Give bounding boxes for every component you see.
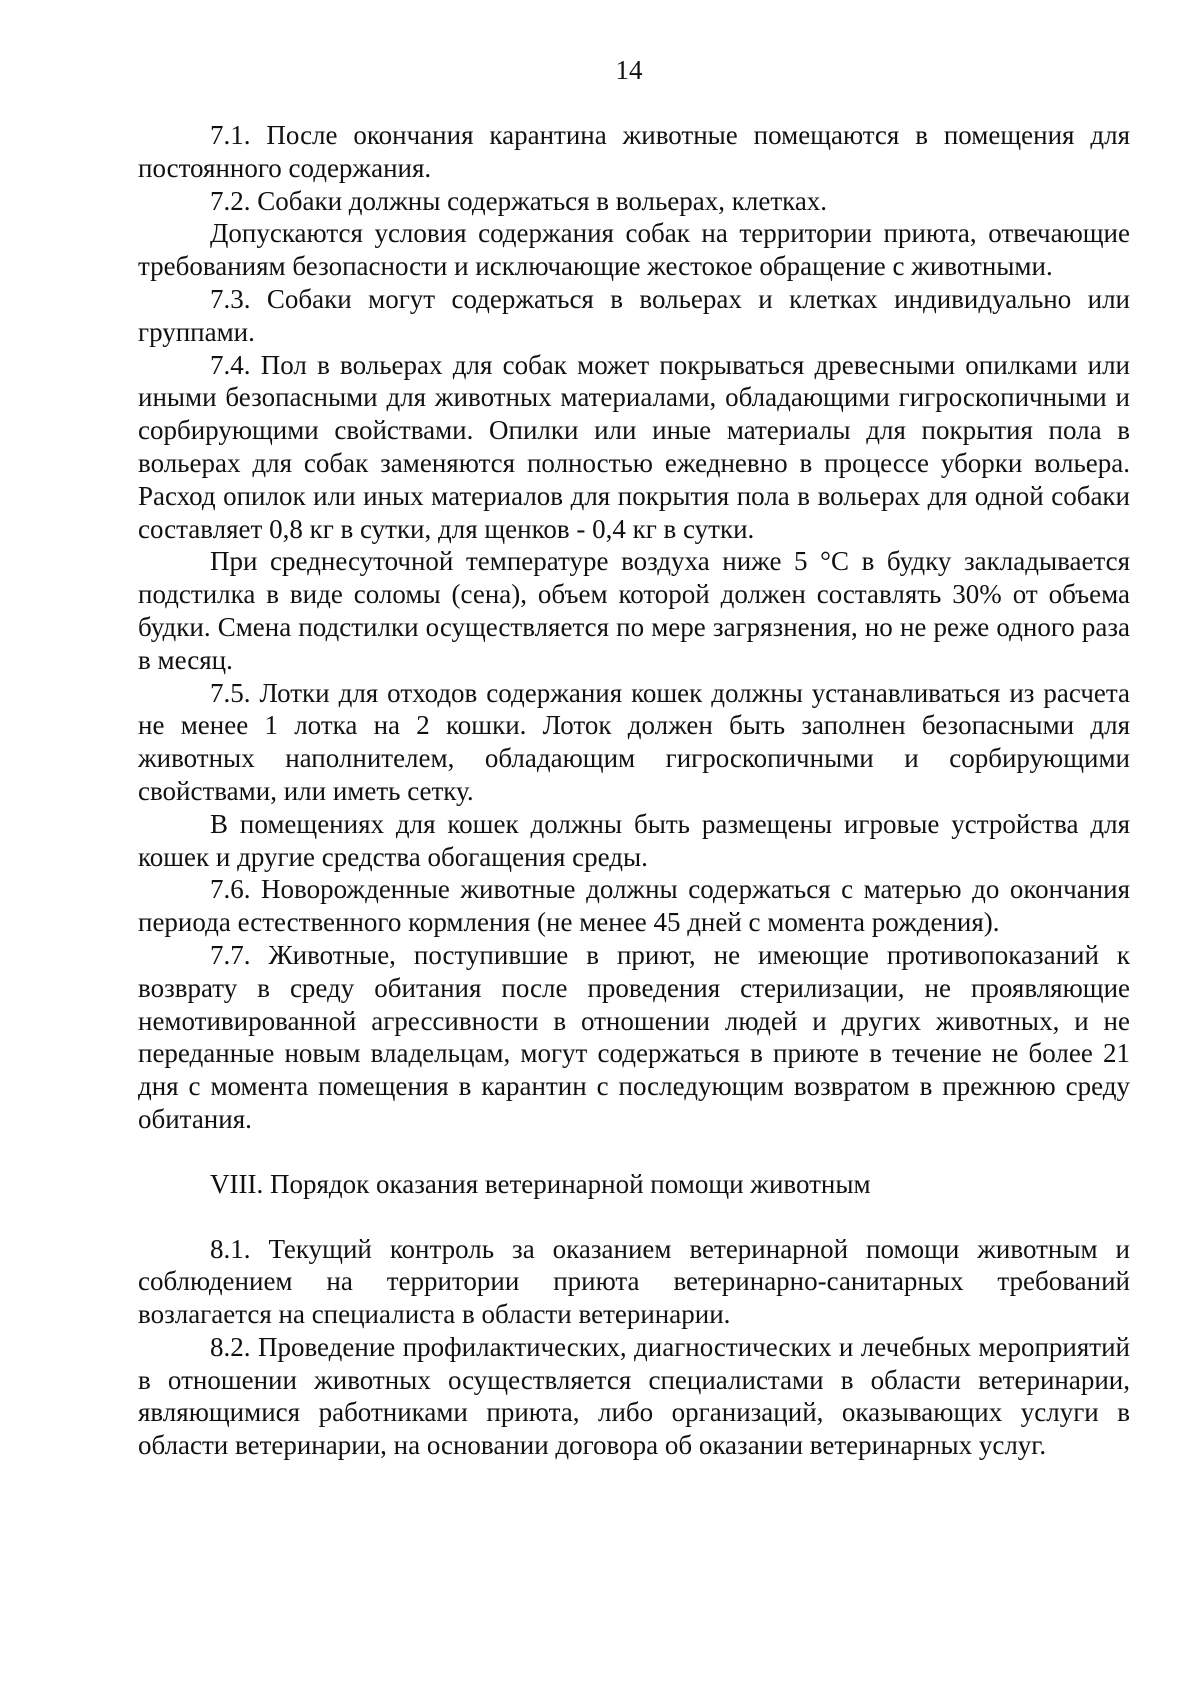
paragraph-7-5-continued: В помещениях для кошек должны быть размещены игровые устройства для кошек и другие средства обогащения среды. xyxy=(138,808,1130,872)
paragraph-7-4: 7.4. Пол в вольерах для собак может покрываться древесными опилками или иными безопасными для животных материалами, обладающими гигроскопичными и сорбирующими свойствами. Опилки или иные материалы для покрытия пола в вольерах для собак заменяются полностью ежедневно в процессе уборки вольера. Расход опилок или иных материалов для покрытия пола в вольерах для одной собаки составляет 0,8 кг в сутки, для щенков - 0,4 кг в сутки. xyxy=(138,349,1130,544)
paragraph-8-2: 8.2. Проведение профилактических, диагностических и лечебных мероприятий в отношении животных осуществляется специалистами в области ветеринарии, являющимися работниками приюта, либо организаций, оказывающих услуги в области ветеринарии, на основании договора об оказании ветеринарных услуг. xyxy=(138,1331,1130,1461)
section-8-heading: VIII. Порядок оказания ветеринарной помощи животным xyxy=(210,1168,871,1199)
paragraph-7-7: 7.7. Животные, поступившие в приют, не имеющие противопоказаний к возврату в среду обитания после проведения стерилизации, не проявляющие немотивированной агрессивности в отношении людей и других животных, и не переданные новым владельцам, могут содержаться в приюте в течение не более 21 дня с момента помещения в карантин с последующим возвратом в прежнюю среду обитания. xyxy=(138,939,1130,1134)
paragraph-7-5: 7.5. Лотки для отходов содержания кошек должны устанавливаться из расчета не менее 1 лотка на 2 кошки. Лоток должен быть заполнен безопасными для животных наполнителем, обладающим гигроскопичными и сорбирующими свойствами, или иметь сетку. xyxy=(138,677,1130,806)
paragraph-7-2-continued: Допускаются условия содержания собак на территории приюта, отвечающие требованиям безопасности и исключающие жестокое обращение с животными. xyxy=(138,218,1130,282)
document-body xyxy=(138,119,1130,1462)
paragraph-7-4-continued: При среднесуточной температуре воздуха ниже 5 °С в будку закладывается подстилка в виде соломы (сена), объем которой должен составлять 30% от объема будки. Смена подстилки осуществляется по мере загрязнения, но не реже одного раза в месяц. xyxy=(138,546,1130,675)
paragraph-7-6: 7.6. Новорожденные животные должны содержаться с матерью до окончания периода естественного кормления (не менее 45 дней с момента рождения). xyxy=(138,874,1130,938)
page-number: 14 xyxy=(615,55,643,85)
paragraph-7-2: 7.2. Собаки должны содержаться в вольерах, клетках. xyxy=(210,185,828,216)
paragraph-8-1: 8.1. Текущий контроль за оказанием ветеринарной помощи животным и соблюдением на территории приюта ветеринарно-санитарных требований возлагается на специалиста в области ветеринарии. xyxy=(138,1233,1130,1330)
paragraph-7-3: 7.3. Собаки могут содержаться в вольерах и клетках индивидуально или группами. xyxy=(138,283,1130,347)
paragraph-7-1: 7.1. После окончания карантина животные помещаются в помещения для постоянного содержания. xyxy=(138,120,1130,183)
